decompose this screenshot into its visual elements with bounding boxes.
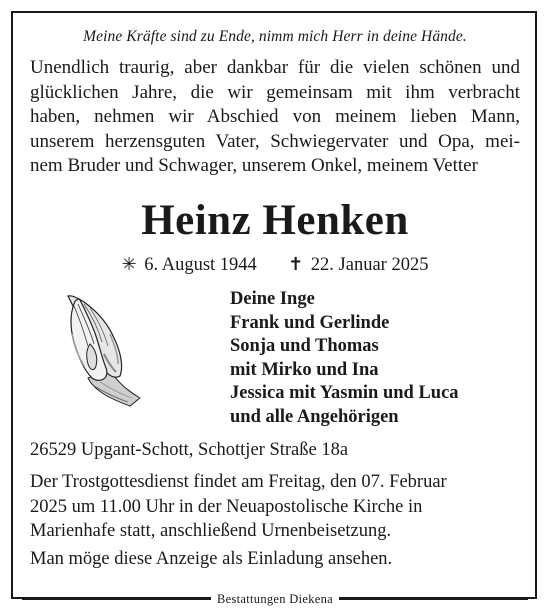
life-dates <box>0 254 550 276</box>
service-line: Marienhafe statt, anschließend Urnenbeisetzung. <box>30 521 392 541</box>
intro-line: glücklichen Jahre, die wir gemeinsam mit ihm verbracht <box>30 81 520 103</box>
funeral-home-name: Bestattungen Diekena <box>211 592 339 606</box>
birth-date: 6. August 1944 <box>144 255 257 275</box>
family-member: Frank und Gerlinde <box>230 312 390 333</box>
death-date: 22. Januar 2025 <box>310 255 429 275</box>
family-member: und alle Angehörigen <box>230 406 399 427</box>
intro-line: haben, nehmen wir Abschied von meinem lieben Mann, <box>30 106 520 127</box>
death-cross-icon: ✝ <box>288 254 304 274</box>
family-member: Sonja und Thomas <box>230 336 379 356</box>
intro-line: unserem herzensguten Vater, Schwiegervater und Opa, mei- <box>30 130 520 152</box>
family-list <box>230 288 459 429</box>
service-line: 2025 um 11.00 Uhr in der Neuapostolische Kirche in <box>30 496 423 517</box>
intro-line: Unendlich traurig, aber dankbar für die vielen schönen und <box>30 57 520 78</box>
footer <box>0 590 550 608</box>
service-line: Der Trostgottesdienst findet am Freitag, den 07. Februar <box>30 472 447 492</box>
motto-verse: Meine Kräfte sind zu Ende, nimm mich Herr in deine Hände. <box>83 28 467 45</box>
birth-star-icon: ✳ <box>121 254 137 274</box>
praying-hands-icon <box>60 294 145 410</box>
family-member: Deine Inge <box>230 289 315 309</box>
mourning-address: 26529 Upgant-Schott, Schottjer Straße 18a <box>30 440 349 460</box>
closing-note: Man möge diese Anzeige als Einladung ansehen. <box>30 549 393 569</box>
service-info <box>30 470 520 544</box>
intro-text <box>30 56 520 179</box>
deceased-name: Heinz Henken <box>141 197 409 244</box>
family-member: Jessica mit Yasmin und Luca <box>230 383 459 403</box>
intro-line: nem Bruder und Schwager, unserem Onkel, meinem Vetter <box>30 155 478 176</box>
family-member: mit Mirko und Ina <box>230 359 379 380</box>
